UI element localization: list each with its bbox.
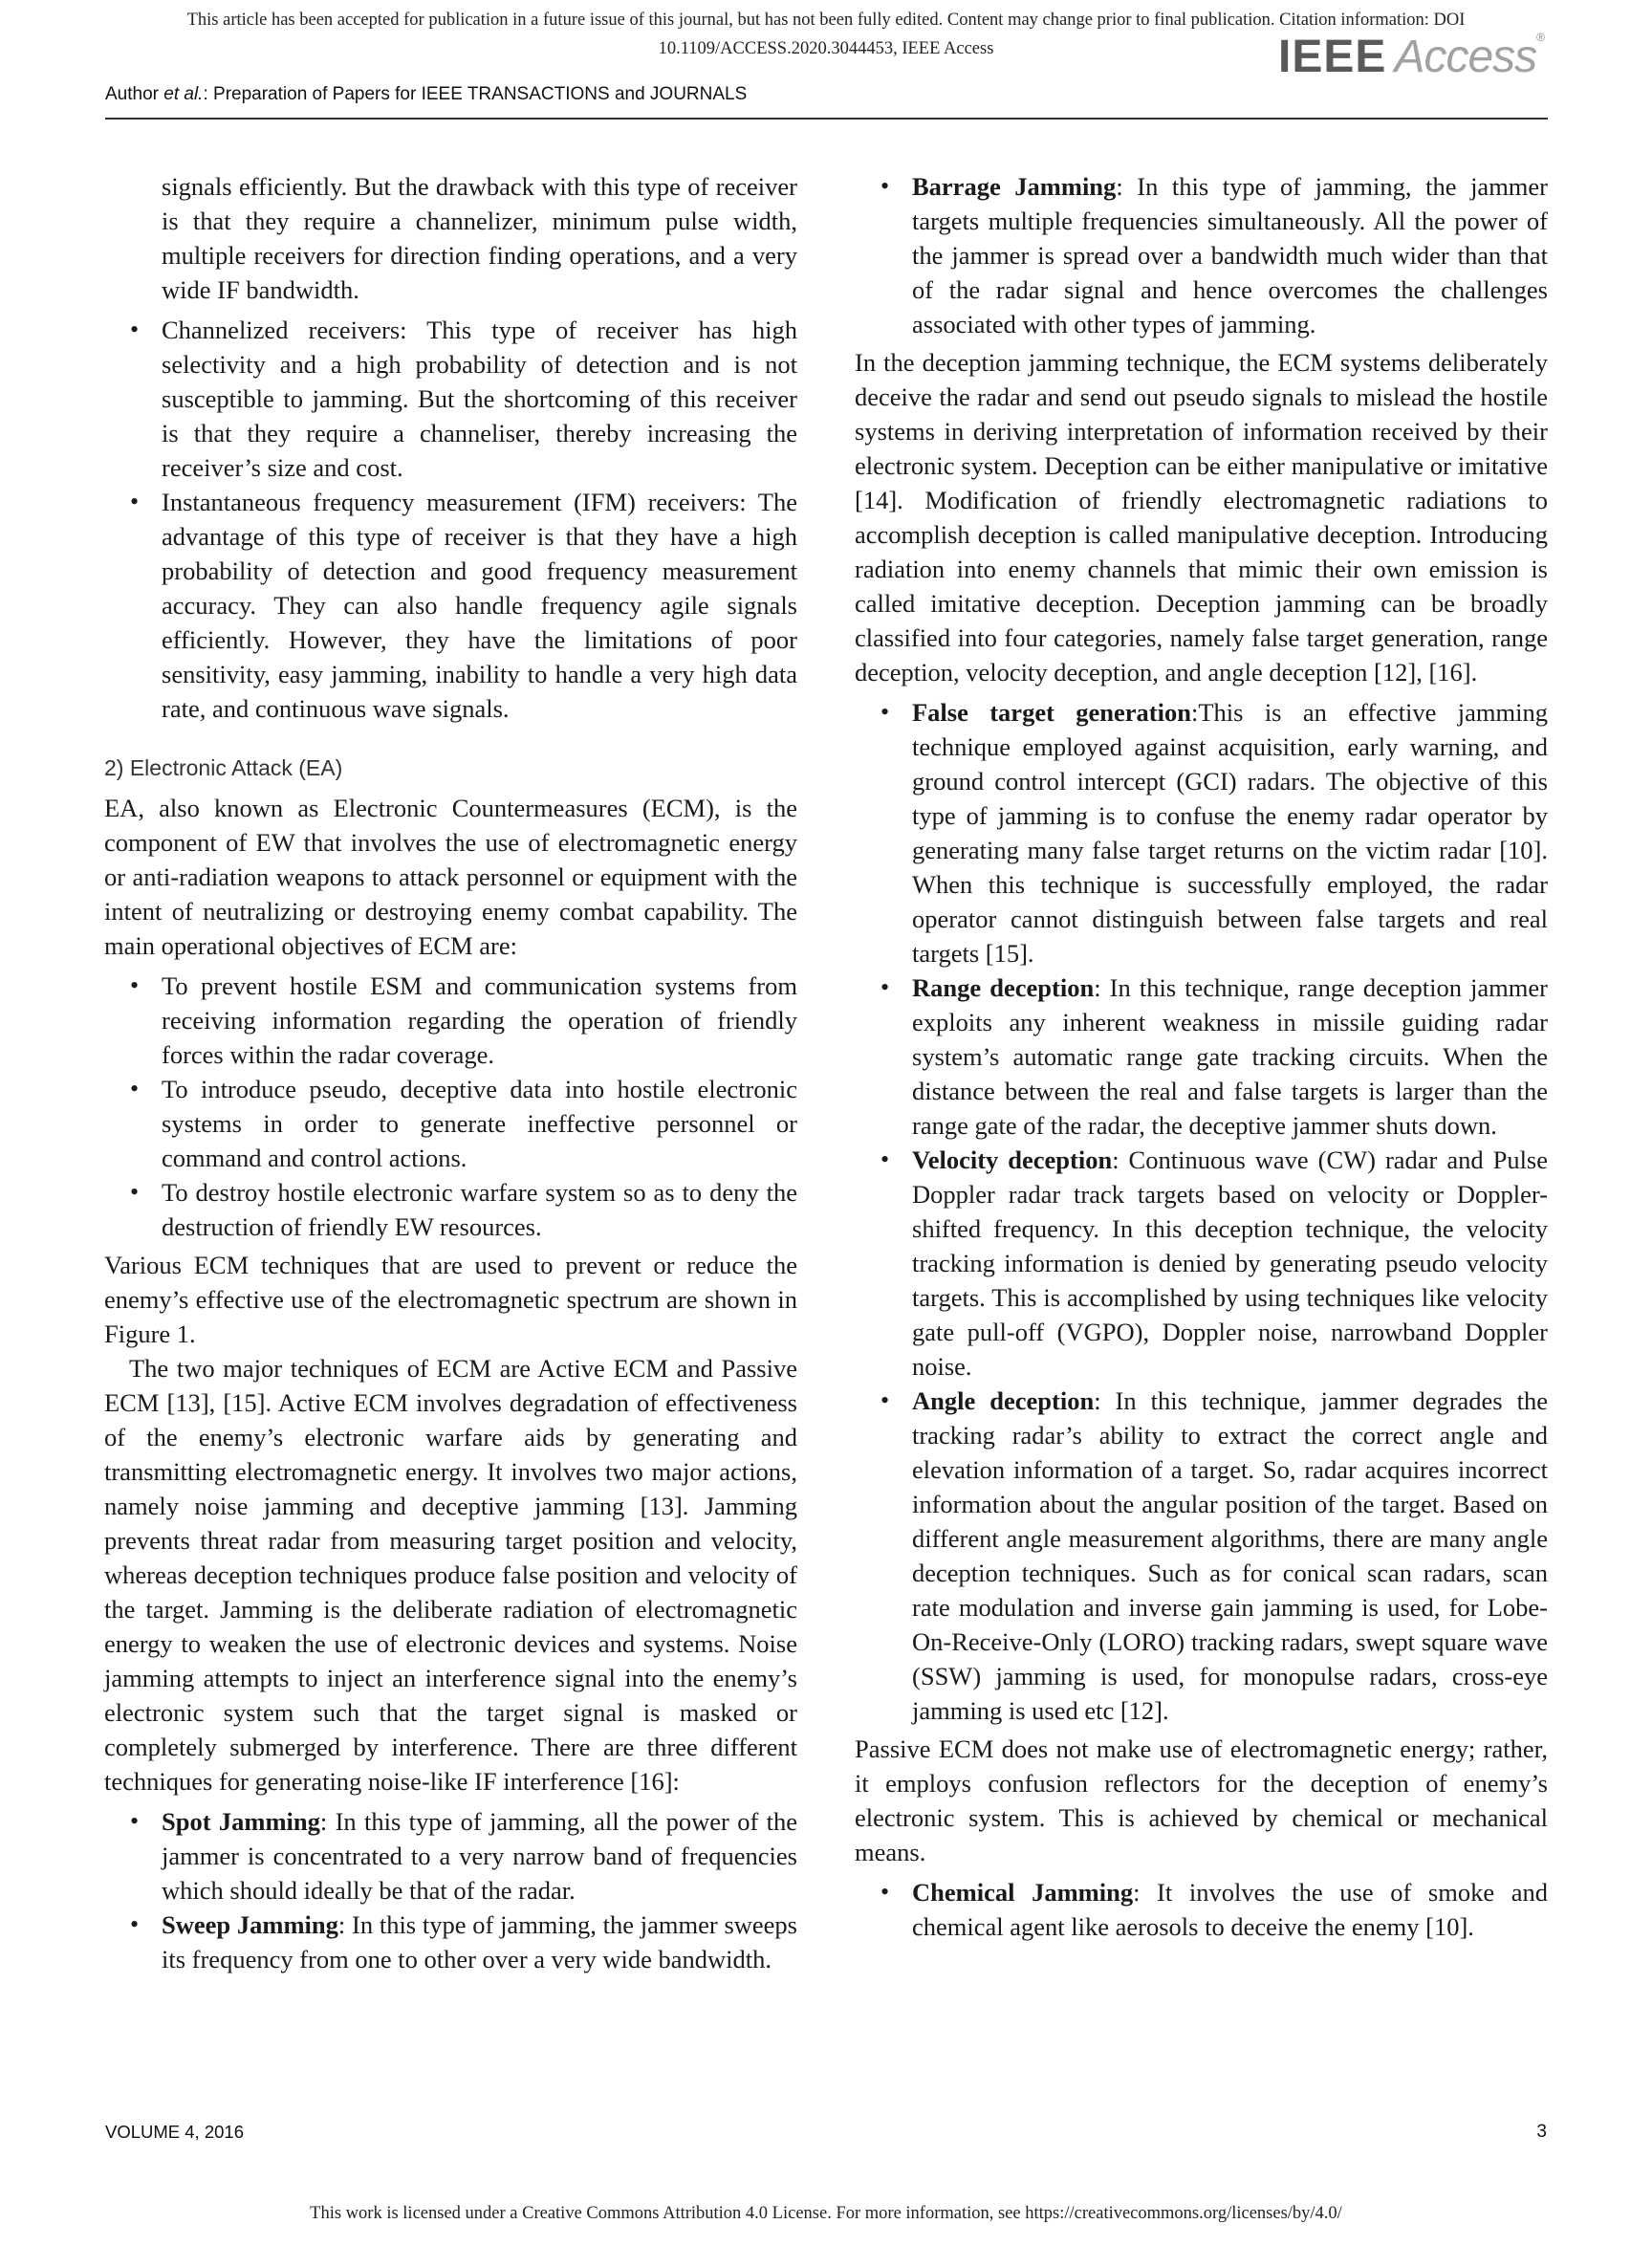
list-item-text: To introduce pseudo, deceptive data into hostile electronic systems in order to generate ineffective personnel or command and control actions. — [162, 1075, 797, 1172]
logo-ieee-text: IEEE — [1278, 32, 1387, 82]
paragraph: EA, also known as Electronic Countermeasures (ECM), is the component of EW that involves the use of electromagnetic energy or anti-radiation weapons to attack personnel or equipment with the intent of neutralizing or destroying enemy combat capability. The main operational objectives of ECM are: — [104, 794, 797, 960]
left-column — [104, 169, 797, 1980]
bullet-icon: • — [880, 1386, 890, 1414]
list-item — [104, 1072, 797, 1175]
list-item-text: : In this type of jamming, all the power of the jammer is concentrated to a very narrow band of frequencies which should ideally be that of the radar. — [162, 1807, 797, 1905]
publication-notice-line1: This article has been accepted for publication in a future issue of this journal, but has not been fully edited. Content may change prior to final publication. Citation information: DOI — [186, 11, 1466, 30]
bullet-icon: • — [880, 698, 890, 726]
right-column — [855, 169, 1548, 1948]
passive-ecm-list — [855, 1875, 1548, 1944]
running-head-title: : Preparation of Papers for IEEE TRANSACTIONS and JOURNALS — [203, 84, 748, 104]
list-item-term: Range deception — [912, 973, 1095, 1002]
paragraph: Various ECM techniques that are used to prevent or reduce the enemy’s effective use of the electromagnetic spectrum are shown in Figure 1. — [104, 1251, 797, 1348]
list-item-term: Spot Jamming — [162, 1807, 320, 1836]
list-item-text: To prevent hostile ESM and communication systems from receiving information regarding the operation of friendly forces within the radar coverage. — [162, 971, 797, 1069]
list-item — [104, 1908, 797, 1976]
list-item-term: Chemical Jamming — [912, 1878, 1134, 1907]
list-item-term: Velocity deception — [912, 1145, 1113, 1174]
running-head — [105, 84, 747, 105]
bullet-icon: • — [880, 172, 890, 200]
barrage-list — [855, 169, 1548, 341]
paragraph: Passive ECM does not make use of electromagnetic energy; rather, it employs confusion reflectors for the deception of enemy’s electronic system. This is achieved by chemical or mechanical means. — [855, 1734, 1548, 1866]
list-item — [104, 1804, 797, 1908]
list-item — [855, 1143, 1548, 1384]
bullet-icon: • — [130, 316, 140, 343]
running-head-author: Author — [105, 84, 159, 104]
bullet-icon: • — [130, 1178, 140, 1206]
logo-registered-mark: ® — [1536, 31, 1545, 44]
list-item-text: :This is an effective jamming technique employed against acquisition, early warning, and ground control intercept (GCI) radars. The objective of this type of jamming is to confuse the enemy radar operator by generating many false target returns on the victim radar [10]. When this technique is successfully employed, the radar operator cannot distinguish between false targets and real targets [15]. — [912, 698, 1549, 968]
list-item-text: To destroy hostile electronic warfare system so as to deny the destruction of friendly EW resources. — [162, 1178, 797, 1241]
page-number: 3 — [1536, 2122, 1547, 2142]
list-item — [104, 969, 797, 1072]
header-rule — [105, 118, 1548, 120]
list-item — [104, 485, 797, 726]
footer-volume: VOLUME 4, 2016 — [105, 2122, 244, 2142]
list-item-text: Instantaneous frequency measurement (IFM) receivers: The advantage of this type of receiver is that they have a high probability of detection and good frequency measurement accuracy. They can also handle frequency agile signals efficiently. However, they have the limitations of poor sensitivity, easy jamming, inability to handle a very high data rate, and continuous wave signals. — [162, 488, 797, 723]
list-item-term: False target generation — [912, 698, 1191, 727]
bullet-icon: • — [130, 971, 140, 999]
bullet-icon: • — [880, 1878, 890, 1906]
list-item — [855, 1875, 1548, 1944]
list-item-text: : In this type of jamming, the jammer sweeps its frequency from one to other over a very wide bandwidth. — [162, 1910, 797, 1973]
list-item-text: : Continuous wave (CW) radar and Pulse Doppler radar track targets based on velocity or Doppler-shifted frequency. In this deception technique, the velocity tracking information is denied by generating pseudo velocity targets. This is accomplished by using techniques like velocity gate pull-off (VGPO), Doppler noise, narrowband Doppler noise. — [912, 1145, 1549, 1381]
list-item-text: : In this technique, range deception jammer exploits any inherent weakness in missile guiding radar system’s automatic range gate tracking circuits. When the distance between the real and false targets is larger than the range gate of the radar, the deceptive jammer shuts down. — [912, 973, 1548, 1140]
publication-notice-line2: 10.1109/ACCESS.2020.3044453, IEEE Access — [658, 39, 994, 58]
list-item — [855, 169, 1548, 341]
list-item-term: Sweep Jamming — [162, 1910, 338, 1939]
paragraph-continuation: signals efficiently. But the drawback with this type of receiver is that they require a channelizer, minimum pulse width, multiple receivers for direction finding operations, and a very wide IF bandwidth. — [162, 172, 797, 304]
bullet-icon: • — [130, 1075, 140, 1102]
bullet-icon: • — [880, 973, 890, 1001]
license-notice: This work is licensed under a Creative Commons Attribution 4.0 License. For more information, see https://creativecommons.org/licenses/by/4.0/ — [310, 2204, 1342, 2223]
list-item — [104, 1175, 797, 1244]
list-item — [855, 970, 1548, 1143]
bullet-icon: • — [880, 1145, 890, 1173]
paragraph: In the deception jamming technique, the ECM systems deliberately deceive the radar and send out pseudo signals to mislead the hostile systems in deriving interpretation of information received by their electronic system. Deception can be either manipulative or imitative [14]. Modification of friendly electromagnetic radiations to accomplish deception is called manipulative deception. Introducing radiation into enemy channels that mimic their own emission is called imitative deception. Deception jamming can be broadly classified into four categories, namely false target generation, range deception, velocity deception, and angle deception [12], [16]. — [855, 348, 1548, 687]
list-item-text: Channelized receivers: This type of receiver has high selectivity and a high probability of detection and is not susceptible to jamming. But the shortcoming of this receiver is that they require a channeliser, thereby increasing the receiver’s size and cost. — [162, 316, 797, 482]
list-item — [855, 695, 1548, 970]
list-item-text: : It involves the use of smoke and chemical agent like aerosols to deceive the enemy [10]. — [912, 1878, 1548, 1941]
running-head-etal: et al. — [163, 84, 204, 104]
deception-list — [855, 695, 1548, 1728]
receiver-list — [104, 313, 797, 726]
logo-access-text: Access — [1394, 32, 1537, 82]
list-item-text: : In this technique, jammer degrades the tracking radar’s ability to extract the correct angle and elevation information of a target. So, radar acquires incorrect information about the angular position of the target. Based on different angle measurement algorithms, there are many angle deception techniques. Such as for conical scan radars, scan rate modulation and inverse gain jamming is used, for Lobe-On-Receive-Only (LORO) tracking radars, swept square wave (SSW) jamming is used, for monopulse radars, cross-eye jamming is used etc [12]. — [912, 1386, 1548, 1725]
bullet-icon: • — [130, 488, 140, 515]
list-item-text: : In this type of jamming, the jammer targets multiple frequencies simultaneously. All the power of the jammer is spread over a bandwidth much wider than that of the radar signal and hence overcomes the challenges associated with other types of jamming. — [912, 172, 1548, 338]
ieee-access-logo — [1278, 31, 1545, 88]
paragraph: The two major techniques of ECM are Active ECM and Passive ECM [13], [15]. Active ECM involves degradation of effectiveness of the enemy’s electronic warfare aids by generating and transmitting electromagnetic energy. It involves two major actions, namely noise jamming and deceptive jamming [13]. Jamming prevents threat radar from measuring target position and velocity, whereas deception techniques produce false position and velocity of the target. Jamming is the deliberate radiation of electromagnetic energy to weaken the use of electronic devices and systems. Noise jamming attempts to inject an interference signal into the enemy’s electronic system such that the target signal is masked or completely submerged by interference. There are three different techniques for generating noise-like IF interference [16]: — [104, 1354, 797, 1796]
list-item — [855, 1384, 1548, 1728]
list-item-term: Angle deception — [912, 1386, 1095, 1415]
ecm-objectives-list — [104, 969, 797, 1244]
bullet-icon: • — [130, 1910, 140, 1938]
section-heading: 2) Electronic Attack (EA) — [104, 755, 343, 780]
list-item — [104, 313, 797, 485]
noise-jamming-list — [104, 1804, 797, 1976]
bullet-icon: • — [130, 1807, 140, 1835]
list-item-term: Barrage Jamming — [912, 172, 1117, 201]
